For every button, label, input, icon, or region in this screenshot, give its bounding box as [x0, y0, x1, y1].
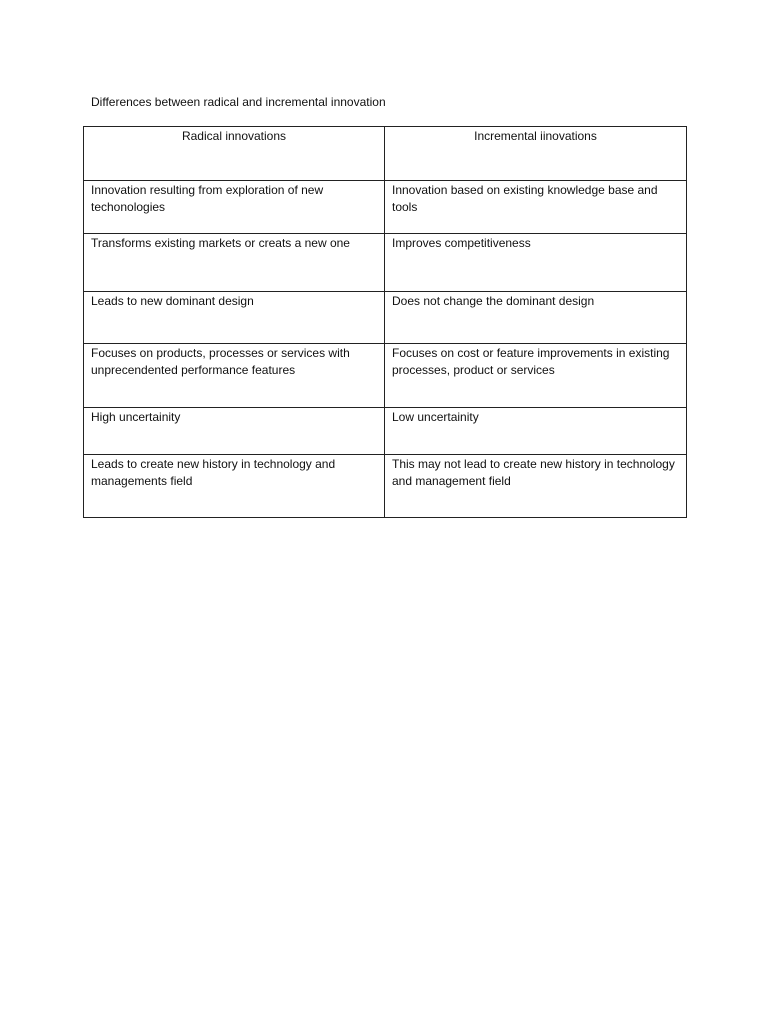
cell-radical: Innovation resulting from exploration of new techonologies [84, 181, 385, 234]
document-title: Differences between radical and incremental innovation [91, 95, 386, 109]
table-row [84, 181, 687, 234]
header-radical: Radical innovations [84, 127, 385, 181]
comparison-table [83, 126, 687, 518]
table-row [84, 455, 687, 518]
cell-incremental: Does not change the dominant design [385, 292, 687, 344]
cell-radical: Focuses on products, processes or services with unprecendented performance features [84, 344, 385, 408]
table-row [84, 344, 687, 408]
cell-radical: Leads to new dominant design [84, 292, 385, 344]
table-row [84, 408, 687, 455]
table-header-row [84, 127, 687, 181]
cell-incremental: This may not lead to create new history in technology and management field [385, 455, 687, 518]
cell-incremental: Low uncertainity [385, 408, 687, 455]
cell-incremental: Improves competitiveness [385, 234, 687, 292]
table-row [84, 234, 687, 292]
cell-radical: Transforms existing markets or creats a new one [84, 234, 385, 292]
cell-radical: Leads to create new history in technology and managements field [84, 455, 385, 518]
header-incremental: Incremental iinovations [385, 127, 687, 181]
cell-incremental: Innovation based on existing knowledge base and tools [385, 181, 687, 234]
cell-incremental: Focuses on cost or feature improvements in existing processes, product or services [385, 344, 687, 408]
cell-radical: High uncertainity [84, 408, 385, 455]
table-row [84, 292, 687, 344]
